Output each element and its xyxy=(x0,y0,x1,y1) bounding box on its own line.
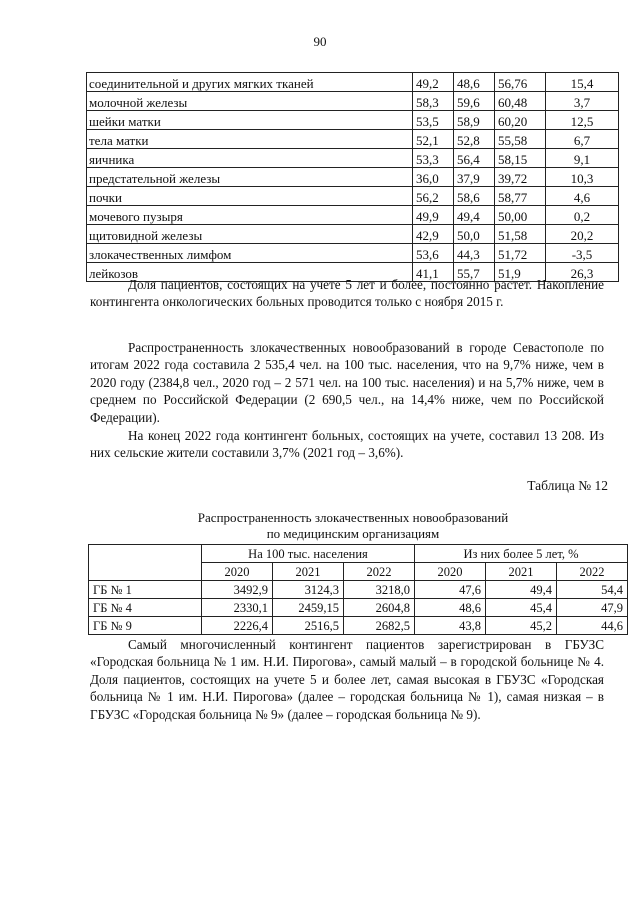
table-cell: 15,4 xyxy=(546,73,619,92)
table-caption xyxy=(90,510,616,542)
table-cell: 56,2 xyxy=(413,187,454,206)
table-cell: 2682,5 xyxy=(344,617,415,635)
table-cell-name: щитовидной железы xyxy=(87,225,413,244)
caption-line-1: Распространенность злокачественных новообразований xyxy=(197,510,509,525)
table-cell: 3492,9 xyxy=(202,581,273,599)
table-cell: 3,7 xyxy=(546,92,619,111)
table-cell-name: яичника xyxy=(87,149,413,168)
paragraph-prevalence: Распространенность злокачественных новообразований в городе Севастополе по итогам 2022 года составила 2 535,4 чел. на 100 тыс. населения, что на 9,7% ниже, чем в 2020 году (2384,8 чел., 2020 год – 2 571 чел. на 100 тыс. населения) и на 5,7% ниже, чем в среднем по Российской Федерации (2 690,5 чел., на 14,4% ниже, чем по Российской Федерации). xyxy=(90,340,604,425)
table-cell: 39,72 xyxy=(495,168,546,187)
caption-line-2: по медицинским организациям xyxy=(266,526,440,541)
table-row xyxy=(87,111,619,130)
table-cell: 52,1 xyxy=(413,130,454,149)
table-cell: 49,4 xyxy=(454,206,495,225)
table-cell: 2604,8 xyxy=(344,599,415,617)
table-cell: 50,00 xyxy=(495,206,546,225)
table-cell: 6,7 xyxy=(546,130,619,149)
table-cell: 49,4 xyxy=(486,581,557,599)
table-cell: 48,6 xyxy=(454,73,495,92)
paragraph-contingent: На конец 2022 года контингент больных, состоящих на учете, составил 13 208. Из них сельские жители составили 3,7% (2021 год – 3,6%). xyxy=(90,428,604,461)
table-row xyxy=(87,92,619,111)
table-cell: 53,3 xyxy=(413,149,454,168)
table-cell: 47,9 xyxy=(557,599,628,617)
paragraph-hospitals: Самый многочисленный контингент пациентов зарегистрирован в ГБУЗС «Городская больница № 1 им. Н.И. Пирогова», самый малый – в городской больнице № 4. Доля пациентов, состоящих на учете 5 и более лет, самая высокая в ГБУЗС «Городская больница № 1 им. Н.И. Пирогова» (далее – городская больница № 1), самая низкая – в ГБУЗС «Городская больница № 9» (далее – городская больница № 9). xyxy=(90,637,604,722)
table-cell: 42,9 xyxy=(413,225,454,244)
table-cell: 48,6 xyxy=(415,599,486,617)
table-row xyxy=(87,149,619,168)
header-blank xyxy=(89,545,202,581)
paragraph-five-year-share: Доля пациентов, состоящих на учете 5 лет и более, постоянно растет. Накопление контингента онкологических больных проводится только с ноября 2015 г. xyxy=(90,277,604,310)
table-row xyxy=(89,599,628,617)
table-cell: 3124,3 xyxy=(273,581,344,599)
table-header-row xyxy=(89,545,628,563)
table-cell-name: шейки матки xyxy=(87,111,413,130)
header-year: 2022 xyxy=(557,563,628,581)
table-cell: 56,4 xyxy=(454,149,495,168)
header-per-100k: На 100 тыс. населения xyxy=(202,545,415,563)
table-cell: 54,4 xyxy=(557,581,628,599)
table-cell-name: тела матки xyxy=(87,130,413,149)
table-row xyxy=(87,168,619,187)
table-row xyxy=(87,187,619,206)
table-cell: 10,3 xyxy=(546,168,619,187)
table-cell-name: молочной железы xyxy=(87,92,413,111)
incidence-continuation-table xyxy=(86,72,619,282)
header-year: 2021 xyxy=(273,563,344,581)
table-cell: 59,6 xyxy=(454,92,495,111)
table-cell: 2226,4 xyxy=(202,617,273,635)
table-cell: 2330,1 xyxy=(202,599,273,617)
table-cell-name: почки xyxy=(87,187,413,206)
table-cell: 55,7 xyxy=(454,263,495,282)
row-label: ГБ № 1 xyxy=(89,581,202,599)
header-year: 2022 xyxy=(344,563,415,581)
table-cell: 52,8 xyxy=(454,130,495,149)
table-cell: 36,0 xyxy=(413,168,454,187)
header-over-5-years: Из них более 5 лет, % xyxy=(415,545,628,563)
row-label: ГБ № 9 xyxy=(89,617,202,635)
table-cell: 4,6 xyxy=(546,187,619,206)
table-row xyxy=(87,73,619,92)
table-cell: 45,4 xyxy=(486,599,557,617)
table-cell: 3218,0 xyxy=(344,581,415,599)
table-cell: 44,3 xyxy=(454,244,495,263)
table-row xyxy=(87,130,619,149)
table-row xyxy=(87,206,619,225)
table-row xyxy=(89,617,628,635)
table-cell: 44,6 xyxy=(557,617,628,635)
table-cell: 37,9 xyxy=(454,168,495,187)
table-number: Таблица № 12 xyxy=(527,478,608,493)
header-year: 2020 xyxy=(202,563,273,581)
table-cell: 9,1 xyxy=(546,149,619,168)
table-cell: 60,20 xyxy=(495,111,546,130)
table-cell-name: предстательной железы xyxy=(87,168,413,187)
table-cell: 51,72 xyxy=(495,244,546,263)
row-label: ГБ № 4 xyxy=(89,599,202,617)
table-cell-name: злокачественных лимфом xyxy=(87,244,413,263)
header-year: 2021 xyxy=(486,563,557,581)
table-cell: 55,58 xyxy=(495,130,546,149)
table-cell: 0,2 xyxy=(546,206,619,225)
page-number: 90 xyxy=(313,34,327,49)
prevalence-by-organization-table xyxy=(88,544,628,635)
table-cell: 58,6 xyxy=(454,187,495,206)
table-cell-name: мочевого пузыря xyxy=(87,206,413,225)
table-cell: 51,58 xyxy=(495,225,546,244)
table-row xyxy=(87,244,619,263)
table-cell: 56,76 xyxy=(495,73,546,92)
table-cell: 26,3 xyxy=(546,263,619,282)
table-cell: 45,2 xyxy=(486,617,557,635)
table-cell: 58,3 xyxy=(413,92,454,111)
table-cell: 20,2 xyxy=(546,225,619,244)
table-row xyxy=(89,581,628,599)
table-cell-name: соединительной и других мягких тканей xyxy=(87,73,413,92)
table-cell: 12,5 xyxy=(546,111,619,130)
table-cell-name: лейкозов xyxy=(87,263,413,282)
table-row xyxy=(87,225,619,244)
table-cell: 49,9 xyxy=(413,206,454,225)
table-cell: 51,9 xyxy=(495,263,546,282)
table-cell: 47,6 xyxy=(415,581,486,599)
header-year: 2020 xyxy=(415,563,486,581)
table-cell: 50,0 xyxy=(454,225,495,244)
table-cell: -3,5 xyxy=(546,244,619,263)
table-cell: 53,5 xyxy=(413,111,454,130)
table-cell: 41,1 xyxy=(413,263,454,282)
table-cell: 60,48 xyxy=(495,92,546,111)
table-cell: 49,2 xyxy=(413,73,454,92)
table-cell: 58,9 xyxy=(454,111,495,130)
table-cell: 53,6 xyxy=(413,244,454,263)
table-cell: 58,77 xyxy=(495,187,546,206)
table-cell: 2459,15 xyxy=(273,599,344,617)
table-cell: 58,15 xyxy=(495,149,546,168)
table-cell: 43,8 xyxy=(415,617,486,635)
table-cell: 2516,5 xyxy=(273,617,344,635)
